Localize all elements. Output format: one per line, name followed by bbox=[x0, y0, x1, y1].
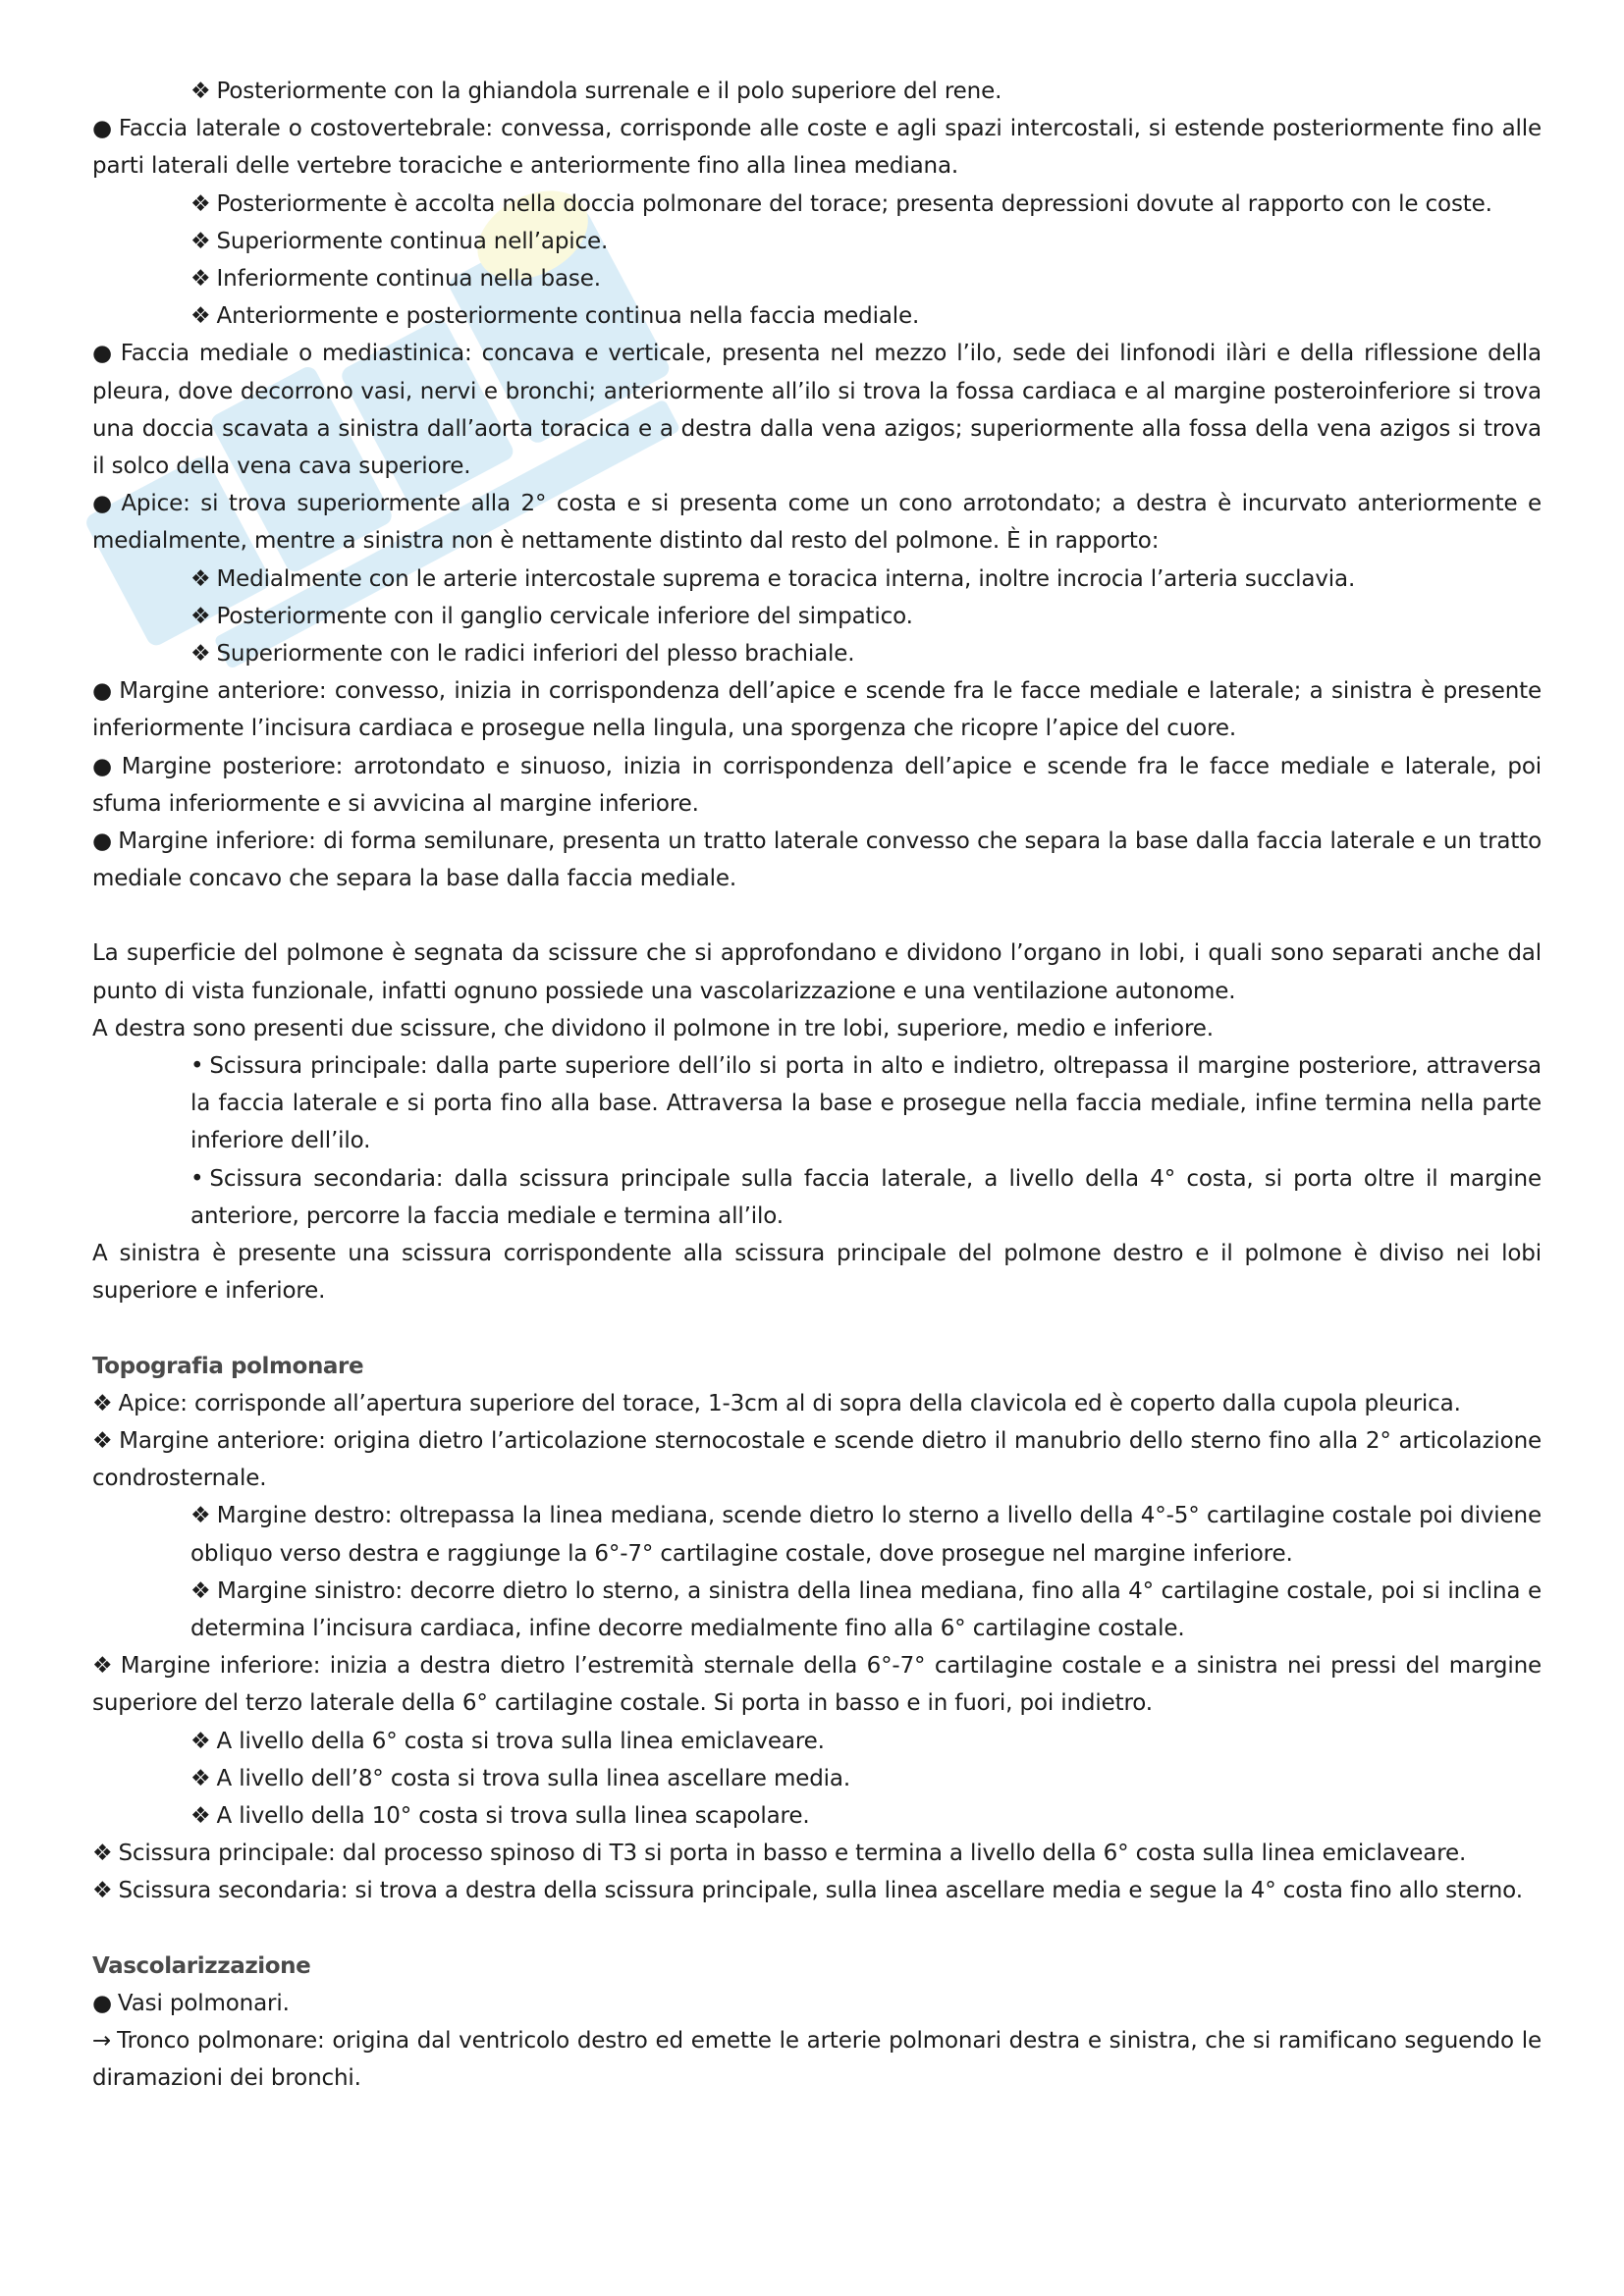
sub-bullet-item bbox=[92, 1723, 1542, 1760]
paragraph-text: Medialmente con le arterie intercostale suprema e toracica interna, inoltre incrocia l’arteria succlavia. bbox=[216, 565, 1356, 592]
bullet-marker-icon: ❖ bbox=[92, 1841, 113, 1867]
paragraph-text: Anteriormente e posteriormente continua nella faccia mediale. bbox=[216, 303, 920, 330]
bullet-marker-icon: ❖ bbox=[92, 1653, 115, 1680]
paragraph-text: A sinistra è presente una scissura corrispondente alla scissura principale del polmone destro e il polmone è diviso nei lobi superiore e inferiore. bbox=[92, 1241, 1542, 1305]
paragraph-text: Vasi polmonari. bbox=[117, 1990, 290, 2016]
paragraph-text: Posteriormente con il ganglio cervicale inferiore del simpatico. bbox=[216, 603, 913, 629]
sub-bullet-item bbox=[92, 1797, 1542, 1835]
paragraph bbox=[92, 1835, 1542, 1872]
sub-bullet-item bbox=[92, 1760, 1542, 1797]
paragraph-text: Superiormente con le radici inferiori del plesso brachiale. bbox=[216, 641, 855, 667]
paragraph-text: Scissura secondaria: dalla scissura principale sulla faccia laterale, a livello della 4° costa, si porta oltre il margine anteriore, percorre la faccia mediale e termina all’ilo. bbox=[190, 1165, 1542, 1229]
sub-bullet-item bbox=[92, 1497, 1542, 1572]
paragraph-text: Scissura principale: dal processo spinoso di T3 si porta in basso e termina a livello della 6° costa sulla linea emiclaveare. bbox=[118, 1841, 1467, 1867]
paragraph-text: Faccia laterale o costovertebrale: convessa, corrisponde alle coste e agli spazi intercostali, si estende posteriormente fino alle parti laterali delle vertebre toraciche e anteriormente fino alla linea mediana. bbox=[92, 116, 1542, 180]
paragraph-text: Margine anteriore: origina dietro l’articolazione sternocostale e scende dietro il manubrio dello sterno fino alla 2° articolazione condrosternale. bbox=[92, 1427, 1542, 1492]
bullet-marker-icon: ❖ bbox=[190, 641, 211, 667]
paragraph-text: Apice: si trova superiormente alla 2° costa e si presenta come un cono arrotondato; a destra è incurvato anteriormente e medialmente, mentre a sinistra non è nettamente distinto dal resto del polmone. È in rapporto: bbox=[92, 491, 1542, 555]
bullet-marker-icon: ❖ bbox=[190, 603, 211, 629]
sub-bullet-item bbox=[92, 186, 1542, 223]
paragraph bbox=[92, 1422, 1542, 1497]
bullet-marker-icon: ❖ bbox=[92, 1427, 114, 1454]
bullet-marker-icon: ❖ bbox=[190, 79, 211, 104]
paragraph-text: Inferiormente continua nella base. bbox=[216, 266, 601, 293]
bullet-marker-icon: ● bbox=[92, 1990, 112, 2016]
document-body bbox=[92, 73, 1542, 2097]
bullet-marker-icon: ● bbox=[92, 491, 116, 517]
bullet-marker-icon: ❖ bbox=[190, 266, 211, 293]
paragraph bbox=[92, 823, 1542, 897]
bullet-marker-icon: ❖ bbox=[190, 1765, 211, 1791]
paragraph-text: Margine sinistro: decorre dietro lo sterno, a sinistra della linea mediana, fino alla 4° cartilagine costale, poi si inclina e determina l’incisura cardiaca, infine decorre medialmente fino alla 6° cartilagine costale. bbox=[190, 1577, 1542, 1641]
paragraph bbox=[92, 1872, 1542, 1909]
sub-bullet-item bbox=[92, 1160, 1542, 1235]
bullet-marker-icon: ❖ bbox=[190, 1802, 211, 1829]
paragraph-text: A livello della 6° costa si trova sulla linea emiclaveare. bbox=[216, 1728, 825, 1754]
paragraph-text: Margine posteriore: arrotondato e sinuoso, inizia in corrispondenza dell’apice e scende fra le facce mediale e laterale, poi sfuma inferiormente e si avvicina al margine inferiore. bbox=[92, 753, 1542, 817]
section-heading bbox=[92, 1948, 1542, 1985]
sub-bullet-item bbox=[92, 223, 1542, 260]
paragraph-text: Margine inferiore: di forma semilunare, presenta un tratto laterale convesso che separa la base dalla faccia laterale e un tratto mediale concavo che separa la base dalla faccia mediale. bbox=[92, 828, 1542, 892]
sub-bullet-item bbox=[92, 635, 1542, 672]
paragraph-text: Faccia mediale o mediastinica: concava e verticale, presenta nel mezzo l’ilo, sede dei linfonodi ilàri e della riflessione della pleura, dove decorrono vasi, nervi e bronchi; anteriormente all’ilo si trova la fossa cardiaca e al margine posteroinferiore si trova una doccia scavata a sinistra dall’aorta toracica e a destra dalla vena azigos; superiormente alla fossa della vena azigos si trova il solco della vena cava superiore. bbox=[92, 341, 1542, 480]
paragraph-text: A destra sono presenti due scissure, che dividono il polmone in tre lobi, superiore, medio e inferiore. bbox=[92, 1015, 1214, 1041]
bullet-marker-icon: ❖ bbox=[190, 565, 211, 592]
paragraph bbox=[92, 672, 1542, 747]
bullet-marker-icon: ❖ bbox=[190, 228, 211, 254]
sub-bullet-item bbox=[92, 297, 1542, 335]
bullet-marker-icon: ● bbox=[92, 116, 113, 142]
bullet-marker-icon: ● bbox=[92, 341, 115, 367]
bullet-marker-icon: ❖ bbox=[190, 190, 211, 217]
paragraph-text: Scissura secondaria: si trova a destra della scissura principale, sulla linea ascellare media e segue la 4° costa fino allo sterno. bbox=[118, 1878, 1523, 1904]
paragraph-text: Tronco polmonare: origina dal ventricolo destro ed emette le arterie polmonari destra e sinistra, che si ramificano seguendo le diramazioni dei bronchi. bbox=[92, 2027, 1542, 2092]
paragraph-text: Scissura principale: dalla parte superiore dell’ilo si porta in alto e indietro, oltrepassa il margine posteriore, attraversa la faccia laterale e si porta fino alla base. Attraversa la base e prosegue nella faccia mediale, infine termina nella parte inferiore dell’ilo. bbox=[190, 1053, 1542, 1154]
paragraph-text: Vascolarizzazione bbox=[92, 1952, 311, 1979]
paragraph-text: Margine inferiore: inizia a destra dietro l’estremità sternale della 6°-7° cartilagine costale e a sinistra nei pressi del margine superiore del terzo laterale della 6° cartilagine costale. Si porta in basso e in fuori, poi indietro. bbox=[92, 1653, 1542, 1717]
sub-bullet-item bbox=[92, 561, 1542, 598]
bullet-marker-icon: ● bbox=[92, 753, 116, 779]
paragraph bbox=[92, 934, 1542, 1009]
paragraph bbox=[92, 1647, 1542, 1722]
paragraph bbox=[92, 485, 1542, 560]
bullet-marker-icon: • bbox=[190, 1165, 204, 1192]
sub-bullet-item bbox=[92, 73, 1542, 110]
bullet-marker-icon: ❖ bbox=[190, 1503, 211, 1529]
bullet-marker-icon: ❖ bbox=[92, 1390, 113, 1416]
paragraph bbox=[92, 2022, 1542, 2097]
bullet-marker-icon: ❖ bbox=[190, 1728, 211, 1754]
paragraph bbox=[92, 1385, 1542, 1422]
sub-bullet-item bbox=[92, 1573, 1542, 1647]
paragraph-text: Margine anteriore: convesso, inizia in corrispondenza dell’apice e scende fra le facce mediale e laterale; a sinistra è presente inferiormente l’incisura cardiaca e prosegue nella lingula, una sporgenza che ricopre l’apice del cuore. bbox=[92, 678, 1542, 742]
paragraph-text: Topografia polmonare bbox=[92, 1353, 364, 1379]
sub-bullet-item bbox=[92, 598, 1542, 635]
paragraph-text: Margine destro: oltrepassa la linea mediana, scende dietro lo sterno a livello della 4°-5° cartilagine costale poi diviene obliquo verso destra e raggiunge la 6°-7° cartilagine costale, dove prosegue nel margine inferiore. bbox=[190, 1503, 1542, 1567]
paragraph bbox=[92, 1985, 1542, 2022]
bullet-marker-icon: ● bbox=[92, 828, 113, 855]
bullet-marker-icon: → bbox=[92, 2027, 112, 2054]
blank-line bbox=[92, 897, 1542, 934]
paragraph-text: A livello della 10° costa si trova sulla linea scapolare. bbox=[216, 1802, 810, 1829]
section-heading bbox=[92, 1348, 1542, 1385]
bullet-marker-icon: ❖ bbox=[190, 1577, 211, 1604]
paragraph bbox=[92, 335, 1542, 485]
sub-bullet-item bbox=[92, 1047, 1542, 1160]
paragraph-text: Superiormente continua nell’apice. bbox=[216, 228, 609, 254]
sub-bullet-item bbox=[92, 260, 1542, 297]
bullet-marker-icon: ● bbox=[92, 678, 114, 705]
paragraph bbox=[92, 748, 1542, 823]
paragraph-text: A livello dell’8° costa si trova sulla linea ascellare media. bbox=[216, 1765, 851, 1791]
paragraph-text: Posteriormente è accolta nella doccia polmonare del torace; presenta depressioni dovute al rapporto con le coste. bbox=[216, 190, 1492, 217]
paragraph-text: Posteriormente con la ghiandola surrenale e il polo superiore del rene. bbox=[216, 79, 1002, 104]
bullet-marker-icon: • bbox=[190, 1053, 204, 1080]
paragraph bbox=[92, 1235, 1542, 1309]
paragraph bbox=[92, 1010, 1542, 1047]
paragraph-text: La superficie del polmone è segnata da scissure che si approfondano e dividono l’organo in lobi, i quali sono separati anche dal punto di vista funzionale, infatti ognuno possiede una vascolarizzazione e una ventilazione autonome. bbox=[92, 940, 1542, 1004]
bullet-marker-icon: ❖ bbox=[92, 1878, 113, 1904]
bullet-marker-icon: ❖ bbox=[190, 303, 211, 330]
paragraph bbox=[92, 110, 1542, 185]
paragraph-text: Apice: corrisponde all’apertura superiore del torace, 1-3cm al di sopra della clavicola ed è coperto dalla cupola pleurica. bbox=[118, 1390, 1461, 1416]
blank-line bbox=[92, 1910, 1542, 1948]
blank-line bbox=[92, 1310, 1542, 1348]
